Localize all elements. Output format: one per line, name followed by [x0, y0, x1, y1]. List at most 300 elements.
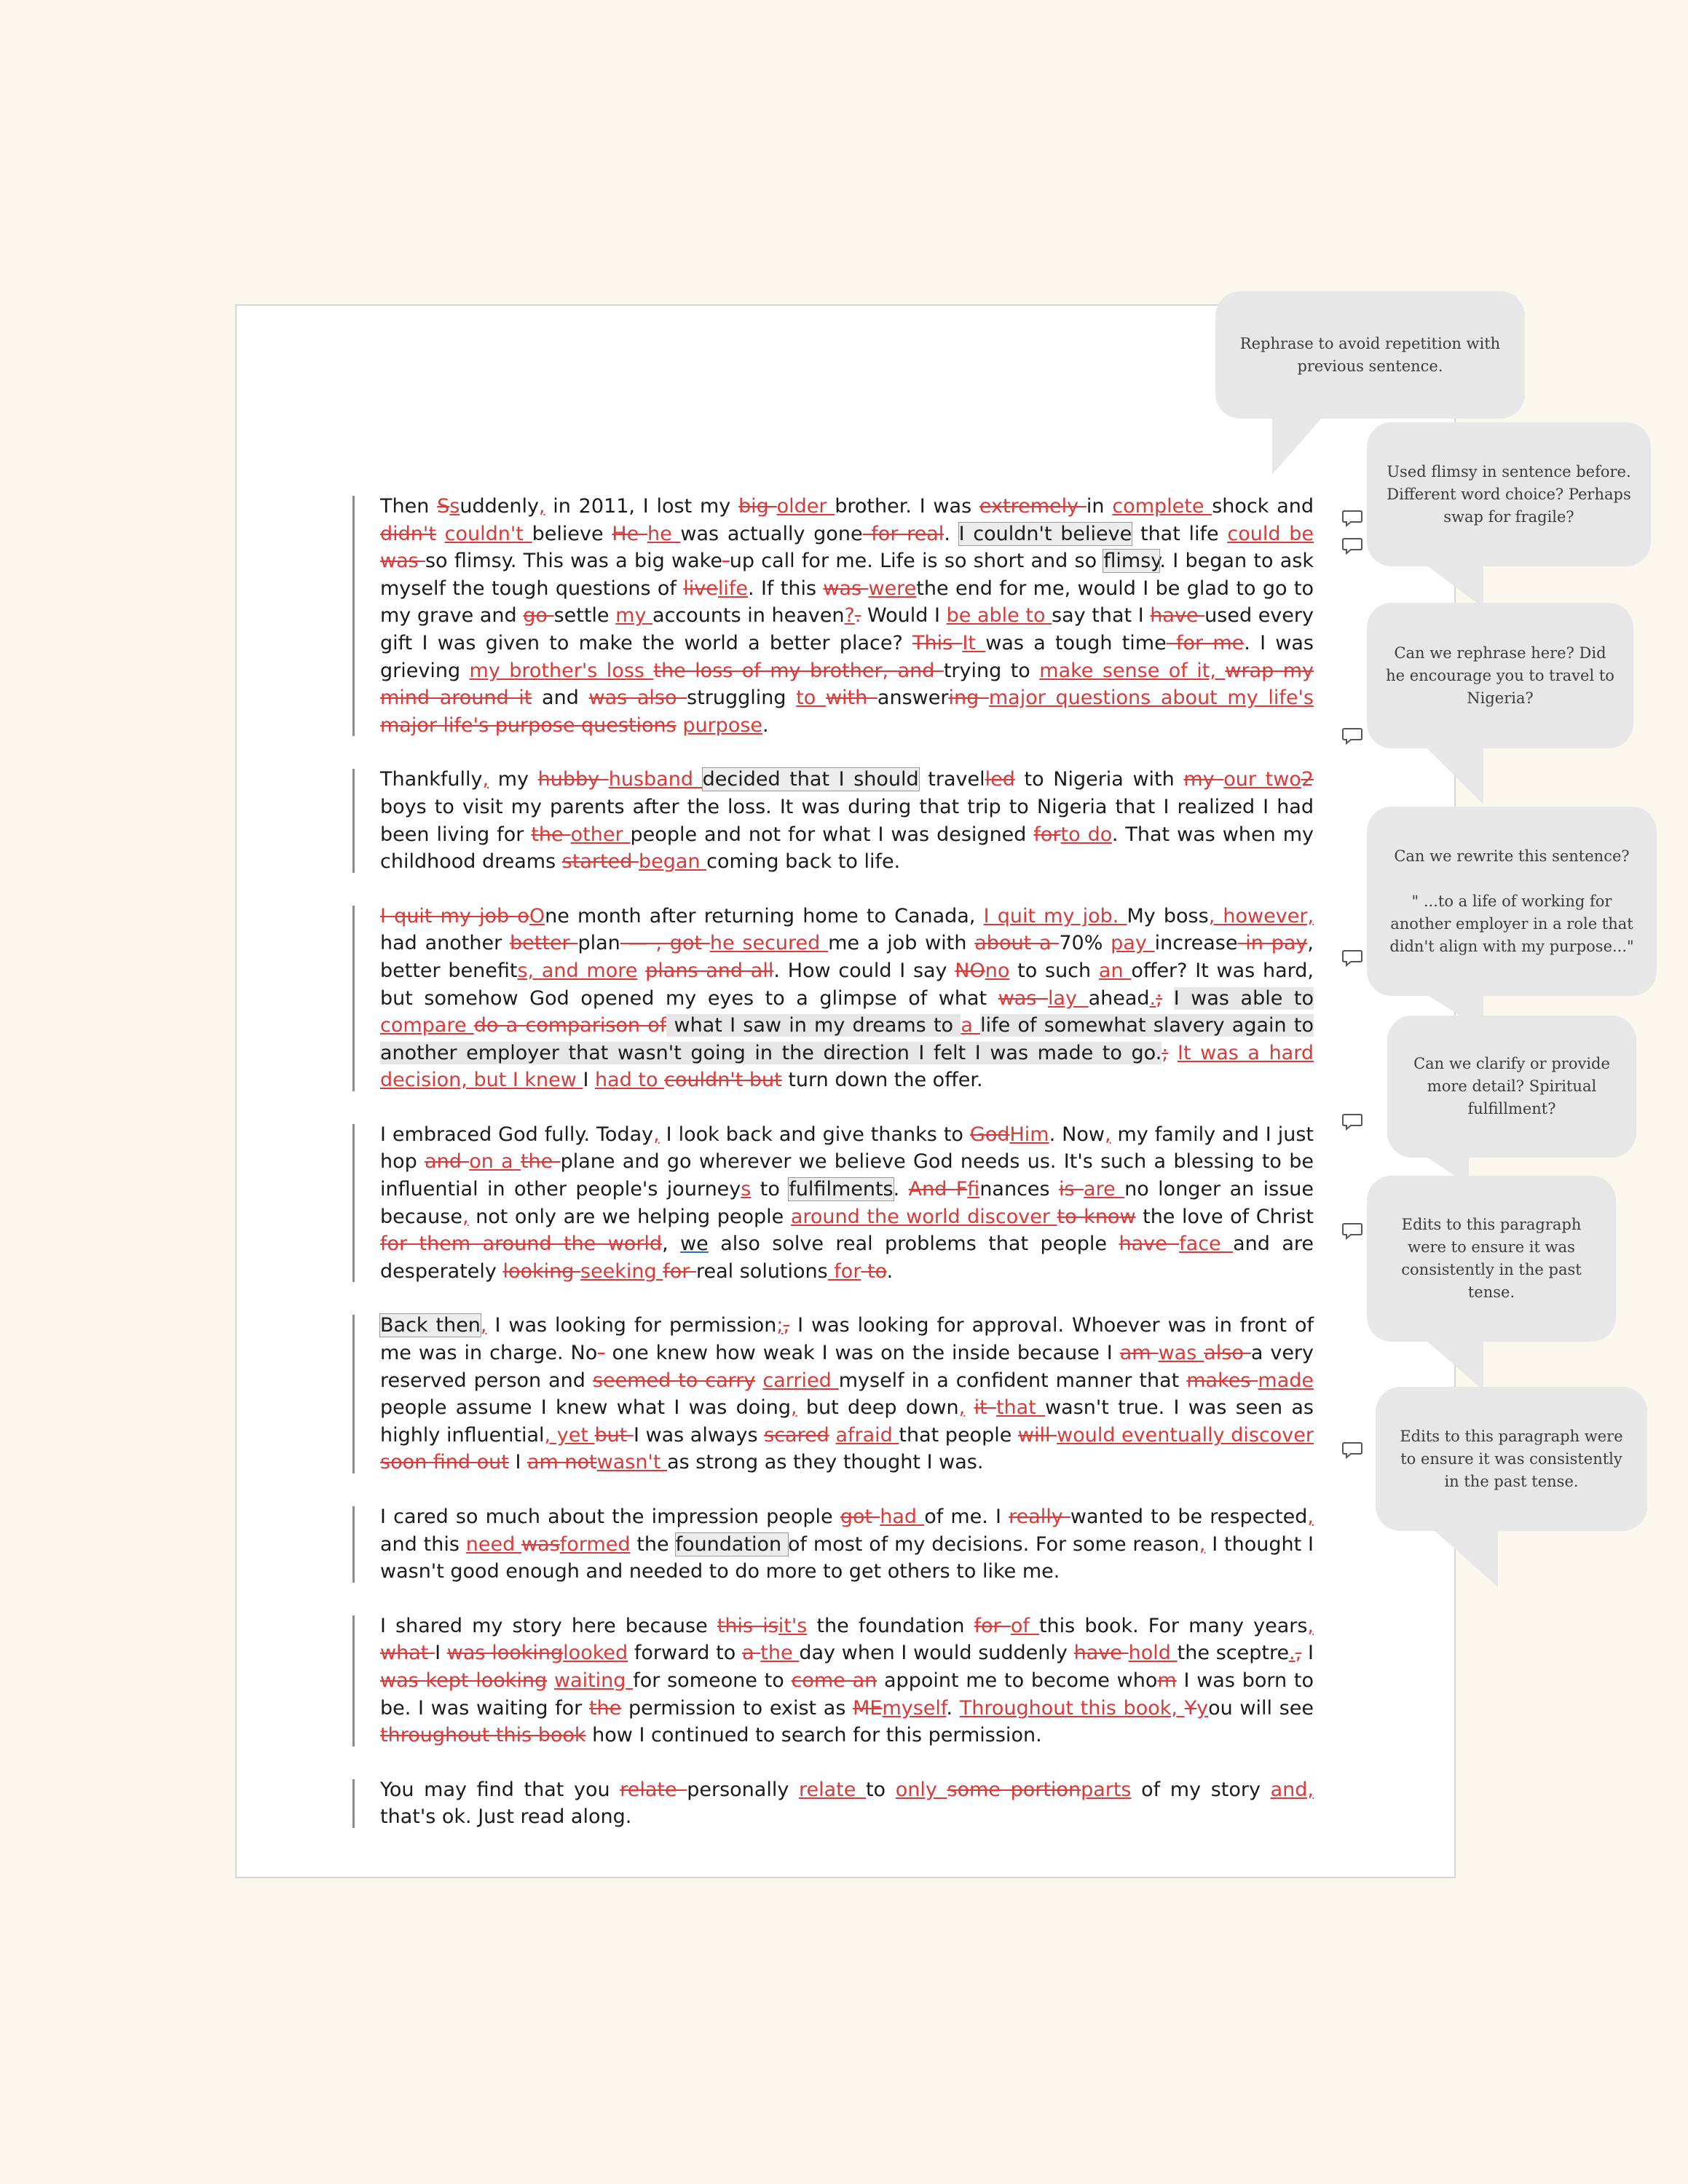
deletion: - — [597, 1342, 605, 1365]
text-run: permission to exist as — [621, 1696, 853, 1720]
insertion: relate — [798, 1778, 866, 1801]
insertion: that — [995, 1396, 1046, 1420]
text-run: . — [886, 1259, 894, 1283]
deletion: was kept looking — [380, 1669, 548, 1692]
text-run: for someone to — [633, 1669, 792, 1692]
deletion: for real — [862, 522, 944, 545]
deletion: extremely — [979, 495, 1086, 518]
text-run: this book. For many years — [1038, 1614, 1308, 1637]
deletion: ME — [853, 1696, 883, 1720]
insertion: It was a hard decision, but I knew — [380, 1041, 1314, 1092]
insertion: were — [868, 577, 917, 600]
text-run: I — [435, 1642, 447, 1665]
highlighted-text: what I saw in my dreams to — [666, 1014, 961, 1037]
insertion: carried — [762, 1369, 839, 1392]
deletion: started — [561, 850, 639, 874]
text-run: . I began to ask myself the tough questions of — [380, 550, 1314, 600]
insertion: a — [961, 1014, 981, 1037]
deletion: This — [912, 631, 963, 654]
insertion: would eventually discover — [1057, 1423, 1314, 1447]
deletion: wrap my mind around it — [380, 659, 1314, 710]
comment-bubble-tail — [1272, 416, 1323, 475]
insertion: began — [638, 850, 707, 874]
deletion: 2 — [1301, 768, 1314, 791]
insertion: on a — [469, 1150, 521, 1174]
text-run: my — [489, 768, 538, 791]
insertion: Throughout this book, — [959, 1696, 1185, 1720]
text-run: . That was when my childhood dreams — [380, 823, 1314, 874]
text-run — [965, 1396, 974, 1419]
deletion: scared — [764, 1423, 829, 1447]
text-run: the end for me, would I be glad to go to my grave and — [380, 577, 1314, 628]
deletion: was — [521, 1532, 560, 1556]
insertion: be able to — [946, 604, 1052, 628]
insertion: no — [985, 959, 1010, 982]
insertion: parts — [1081, 1778, 1132, 1801]
paragraph-7[interactable] — [380, 1613, 1314, 1749]
deletion: do a comparison of — [473, 1014, 667, 1037]
insertion: could be — [1227, 522, 1314, 545]
deletion: was — [823, 577, 869, 600]
insertion: life — [717, 577, 749, 600]
text-run: that's ok. Just read along. — [380, 1805, 632, 1829]
deletion: is — [1059, 1178, 1084, 1201]
deletion: come an — [791, 1669, 877, 1692]
insertion: afraid — [835, 1423, 899, 1447]
deletion: the — [531, 823, 571, 846]
text-run: brother. I was — [835, 495, 979, 518]
insertion: , yet — [544, 1423, 595, 1447]
comment-bubble-tail — [1425, 564, 1483, 608]
text-run: trying to — [943, 659, 1040, 682]
text-run: was a tough time — [985, 631, 1167, 654]
comment-bubble-tail — [1425, 746, 1483, 804]
text-run: that life — [1132, 522, 1228, 545]
text-run: I embraced God fully. Today — [380, 1123, 654, 1146]
text-run: to — [751, 1178, 789, 1201]
comment-bubble-7[interactable] — [1376, 1387, 1647, 1531]
insertion: myself — [882, 1696, 947, 1720]
deletion: was looking — [446, 1642, 564, 1665]
text-run: myself in a confident manner that — [838, 1369, 1187, 1392]
text-run: appoint me to become who — [877, 1669, 1158, 1692]
comment-icon[interactable] — [1342, 1222, 1362, 1240]
text-run — [436, 523, 445, 545]
deletion: relate — [620, 1778, 687, 1801]
deletion: for me — [1166, 631, 1245, 654]
insertion: face — [1179, 1233, 1234, 1256]
deletion: — , got — [620, 932, 710, 955]
insertion: , — [482, 768, 489, 791]
paragraph-2[interactable] — [380, 766, 1314, 875]
insertion: had to — [595, 1069, 665, 1092]
comment-text: Rephrase to avoid repetition with previous sentence. — [1239, 334, 1501, 375]
text-run: accounts in heaven — [652, 604, 845, 628]
text-run: shock and — [1212, 495, 1314, 518]
insertion: f — [967, 1178, 980, 1201]
comment-bubble-5[interactable] — [1387, 1016, 1636, 1158]
deletion: hubby — [537, 768, 609, 791]
commented-text: foundation — [675, 1532, 789, 1556]
text-run: offer? It was hard, but somehow God opened my eyes to a glimpse of what — [380, 959, 1314, 1010]
insertion: major questions about my life's — [988, 687, 1314, 710]
insertion: he — [647, 522, 681, 545]
deletion: ; — [1162, 1041, 1169, 1064]
text-run: was actually gone — [680, 522, 863, 545]
insertion: other — [570, 823, 631, 846]
text-run: My boss — [1127, 904, 1209, 927]
insertion: waiting — [553, 1669, 634, 1692]
insertion: s — [741, 1178, 752, 1201]
deletion: And — [908, 1178, 956, 1201]
deletion: big — [738, 495, 777, 518]
text-run: I was born to be. I was waiting for — [380, 1669, 1314, 1720]
insertion: , however, — [1208, 904, 1314, 927]
text-run: . If this — [748, 577, 824, 600]
text-run: I was looking for permission — [486, 1314, 777, 1337]
insertion: s, and more — [517, 959, 638, 982]
insertion: he secured — [709, 932, 829, 955]
insertion: , — [538, 495, 545, 518]
text-run: I — [508, 1451, 527, 1474]
comment-icon[interactable] — [1342, 1441, 1362, 1459]
deletion: for — [974, 1614, 1011, 1637]
comment-text: Edits to this paragraph were to ensure it was consistently in the past tense. — [1401, 1216, 1582, 1301]
text-run: , — [662, 1233, 681, 1256]
text-run: day when I would suddenly — [799, 1642, 1074, 1665]
insertion: it's — [778, 1614, 808, 1637]
paragraph-6[interactable] — [380, 1503, 1314, 1586]
insertion: lay — [1047, 986, 1089, 1010]
text-run: I — [1301, 1642, 1314, 1665]
insertion: hold — [1128, 1642, 1178, 1665]
comment-icon[interactable] — [1342, 949, 1362, 967]
insertion: , — [1199, 1532, 1206, 1556]
insertion: . — [1149, 986, 1156, 1010]
insertion: O — [529, 904, 545, 927]
insertion: s — [449, 495, 460, 518]
insertion: older — [776, 495, 835, 518]
text-run: boys to visit my parents after the loss. It was during that trip to Nigeria that I realized I had been living for — [380, 795, 1314, 846]
deletion: Y — [1184, 1696, 1197, 1720]
text-run: ne month after returning home to Canada, — [545, 904, 984, 927]
deletion: seemed to carry — [592, 1369, 756, 1392]
deletion: this is — [717, 1614, 778, 1637]
text-run: struggling — [687, 687, 797, 710]
deletion: for them around the world — [380, 1233, 663, 1256]
deletion: God — [969, 1123, 1010, 1146]
text-run — [547, 1669, 554, 1692]
text-run: the love of Christ — [1135, 1205, 1314, 1228]
insertion: formed — [559, 1532, 631, 1556]
comment-bubble-3[interactable] — [1367, 603, 1633, 748]
text-run: not only are we helping people — [468, 1205, 791, 1228]
text-run: . — [946, 1696, 960, 1720]
insertion: my brother's loss — [469, 659, 654, 682]
text-run: and — [532, 687, 589, 710]
text-run: I — [583, 1069, 595, 1092]
text-run: settle — [553, 604, 616, 628]
insertion: husband — [608, 768, 703, 791]
deletion: ing — [948, 687, 989, 710]
deletion: about a — [974, 932, 1060, 955]
document-body[interactable] — [380, 473, 1314, 1851]
insertion: Him — [1009, 1123, 1049, 1146]
text-run: real solutions — [695, 1259, 828, 1283]
insertion: , — [958, 1396, 966, 1420]
text-run: to Nigeria with — [1014, 768, 1184, 791]
text-run: one knew how weak I was on the inside because I — [604, 1342, 1120, 1365]
deletion: in pay — [1237, 932, 1308, 955]
paragraph-8[interactable] — [380, 1776, 1314, 1831]
insertion: , — [1307, 1506, 1314, 1528]
deletion: but — [594, 1423, 634, 1447]
insertion: . — [1289, 1642, 1295, 1665]
comment-bubble-1[interactable] — [1215, 291, 1525, 419]
grammar-flag: we — [680, 1233, 709, 1256]
deletion: it — [974, 1396, 996, 1420]
deletion: , — [783, 1314, 790, 1337]
text-run: up call for me. Life is so short and so — [729, 550, 1104, 573]
text-run: . I was grieving — [380, 631, 1314, 682]
insertion: , — [1307, 1614, 1314, 1637]
comment-text: Can we rephrase here? Did he encourage you to travel to Nigeria? — [1386, 644, 1614, 707]
insertion: , — [480, 1314, 487, 1337]
deletion: live — [683, 577, 718, 600]
insertion: seeking — [580, 1259, 663, 1283]
comment-bubble-2[interactable] — [1367, 422, 1651, 566]
deletion: didn't — [380, 522, 436, 545]
deletion: what — [380, 1642, 435, 1665]
comment-bubble-6[interactable] — [1367, 1176, 1616, 1342]
text-run: so flimsy. This was a big wake — [425, 550, 722, 573]
deletion: S — [437, 495, 450, 518]
insertion: need — [465, 1532, 522, 1556]
deletion: - — [722, 550, 730, 573]
insertion: y — [1196, 1696, 1209, 1720]
deletion: have — [1073, 1642, 1129, 1665]
text-run: but deep down — [797, 1396, 959, 1420]
insertion: our two — [1223, 768, 1301, 791]
insertion: ; — [776, 1314, 784, 1337]
text-run: I was always — [633, 1423, 765, 1447]
text-run: increase — [1154, 932, 1238, 955]
text-run: and are desperately — [380, 1233, 1314, 1283]
insertion: , — [653, 1123, 660, 1146]
insertion: wasn't — [596, 1451, 668, 1474]
deletion: will — [1017, 1423, 1057, 1447]
insertion: ? — [844, 604, 855, 628]
text-run: travel — [918, 768, 985, 791]
text-run: You may find that you — [380, 1778, 620, 1801]
insertion: for — [827, 1259, 861, 1283]
deletion: better — [510, 932, 578, 955]
deletion: to — [861, 1259, 887, 1283]
commented-text: Back then — [380, 1314, 481, 1337]
insertion: make sense of it, — [1039, 659, 1226, 682]
text-run: I was looking for approval. Whoever was in front of me was in charge. No — [380, 1314, 1314, 1365]
text-run: had another — [380, 932, 510, 955]
text-run: wasn't true. I was seen as highly influential — [380, 1396, 1314, 1447]
deletion: was — [998, 986, 1048, 1010]
insertion: pay — [1111, 932, 1155, 955]
deletion: and — [897, 659, 944, 682]
commented-text: decided that I should — [702, 768, 919, 791]
paragraph-3[interactable] — [380, 903, 1314, 1094]
text-run: also solve real problems that people — [708, 1233, 1119, 1256]
text-run — [637, 960, 645, 982]
deletion: soon find out — [380, 1451, 509, 1474]
comment-bubble-4[interactable] — [1367, 807, 1657, 996]
deletion: plans and all — [645, 959, 774, 982]
highlighted-text: life of somewhat slavery again to another employer that wasn't going in the direction I felt I was made to go. — [380, 1014, 1314, 1064]
text-run: people and not for what I was designed — [630, 823, 1034, 846]
insertion: , — [791, 1396, 797, 1420]
insertion: , — [462, 1205, 469, 1228]
deletion: . — [854, 604, 861, 628]
text-run: , better benefit — [380, 932, 1314, 982]
deletion: NO — [955, 959, 985, 982]
highlighted-text: I was able to — [1173, 986, 1314, 1010]
deletion: and — [425, 1150, 470, 1174]
deletion: was also — [588, 687, 687, 710]
text-run: to such — [1009, 959, 1099, 982]
text-run: I look back and give thanks to — [659, 1123, 970, 1146]
text-run: . — [944, 522, 959, 545]
text-run: coming back to life. — [706, 850, 901, 874]
paragraph-1[interactable] — [380, 493, 1314, 739]
insertion: compare — [380, 1014, 474, 1037]
deletion: throughout this book — [380, 1724, 586, 1747]
text-run: personally — [687, 1778, 799, 1801]
insertion: and, — [1270, 1778, 1314, 1801]
deletion: go — [523, 604, 554, 628]
deletion: F — [955, 1178, 968, 1201]
insertion: had — [880, 1506, 925, 1528]
comment-bubble-tail — [1425, 1340, 1483, 1390]
commented-text: fulfilments — [789, 1178, 894, 1201]
text-run: of me. I — [924, 1506, 1009, 1528]
deletion: got — [840, 1506, 880, 1528]
text-run: plane and go wherever we believe God needs us. It's such a blessing to be influential in other people's journey — [380, 1150, 1314, 1201]
deletion: the — [588, 1696, 622, 1720]
text-run — [1168, 1042, 1178, 1064]
text-run: how I continued to search for this permission. — [585, 1724, 1042, 1747]
deletion: also — [1204, 1342, 1251, 1365]
deletion: my — [1183, 768, 1224, 791]
text-run: to — [865, 1778, 896, 1801]
text-run: . How could I say — [773, 959, 955, 982]
deletion: led — [985, 768, 1015, 791]
insertion: my — [615, 604, 653, 628]
text-run: ahead — [1088, 986, 1150, 1010]
text-run: in 2011, I lost my — [545, 495, 739, 518]
comment-text: Used flimsy in sentence before. Different word choice? Perhaps swap for fragile? — [1387, 462, 1631, 526]
text-run: used every gift I was given to make the world a better place? — [380, 604, 1314, 654]
deletion: really — [1009, 1506, 1070, 1528]
text-run: that people — [899, 1423, 1018, 1447]
paragraph-5[interactable] — [380, 1312, 1314, 1476]
text-run: Then — [380, 495, 438, 518]
comment-icon[interactable] — [1342, 727, 1362, 745]
text-run: my family and I just hop — [380, 1123, 1314, 1174]
text-run: answer — [877, 687, 949, 710]
comment-text: Can we clarify or provide more detail? Spiritual fulfillment? — [1413, 1055, 1610, 1117]
insertion: are — [1084, 1178, 1125, 1201]
text-run: me a job with — [828, 932, 975, 955]
deletion: major life's purpose questions — [380, 713, 677, 737]
text-run: forward to — [628, 1642, 742, 1665]
insertion: only — [895, 1778, 947, 1801]
insertion: It — [962, 631, 986, 654]
deletion: I quit my job o — [380, 904, 529, 927]
text-run: turn down the offer. — [781, 1069, 983, 1092]
text-run: ou will see — [1208, 1696, 1314, 1720]
deletion: makes — [1186, 1369, 1258, 1392]
text-run: no longer an issue because — [380, 1178, 1314, 1228]
deletion: ; — [1156, 986, 1163, 1010]
deletion: have — [1119, 1233, 1180, 1256]
text-run: the — [630, 1532, 676, 1556]
deletion: the — [520, 1150, 561, 1174]
text-run: wanted to be respected — [1070, 1506, 1308, 1528]
text-run: . Now — [1049, 1123, 1105, 1146]
text-run: of my story — [1131, 1778, 1271, 1801]
comment-icon[interactable] — [1342, 537, 1362, 555]
deletion: m — [1157, 1669, 1177, 1692]
deletion: for — [1033, 823, 1061, 846]
deletion: looking — [502, 1259, 580, 1283]
deletion: am not — [527, 1451, 597, 1474]
text-run: I shared my story here because — [380, 1614, 717, 1637]
deletion: for — [663, 1259, 696, 1283]
text-run: and this — [380, 1532, 466, 1556]
deletion: some portion — [947, 1778, 1081, 1801]
text-run: a very reserved person and — [380, 1342, 1314, 1392]
text-run: I thought I wasn't good enough and needed to do more to get others to like me. — [380, 1532, 1314, 1583]
text-run: believe — [532, 522, 612, 545]
insertion: was — [1158, 1342, 1204, 1365]
deletion: couldn't but — [664, 1069, 782, 1092]
commented-text: flimsy — [1103, 550, 1160, 573]
deletion: , — [1295, 1642, 1302, 1665]
text-run: plan — [577, 932, 620, 955]
deletion: He — [612, 522, 647, 545]
deletion: have — [1150, 604, 1205, 628]
deletion: the loss of my brother, — [653, 659, 898, 682]
deletion: a — [742, 1642, 761, 1665]
insertion: to do — [1060, 823, 1112, 846]
insertion: to — [796, 687, 826, 710]
insertion: looked — [563, 1642, 628, 1665]
insertion: an — [1098, 959, 1132, 982]
comment-bubble-tail — [1432, 1529, 1498, 1587]
text-run: say that I — [1052, 604, 1151, 628]
text-run: people assume I knew what I was doing — [380, 1396, 792, 1420]
paragraph-4[interactable] — [380, 1121, 1314, 1286]
text-run: the foundation — [807, 1614, 974, 1637]
comment-icon[interactable] — [1342, 1113, 1362, 1131]
text-run: 70% — [1059, 932, 1111, 955]
deletion: with — [825, 687, 877, 710]
comment-icon[interactable] — [1342, 510, 1362, 527]
insertion: couldn't — [444, 522, 532, 545]
insertion: made — [1258, 1369, 1314, 1392]
text-run: inances — [979, 1178, 1060, 1201]
text-run: I cared so much about the impression people — [380, 1506, 840, 1528]
insertion: of — [1010, 1614, 1039, 1637]
text-run: the sceptre — [1177, 1642, 1290, 1665]
